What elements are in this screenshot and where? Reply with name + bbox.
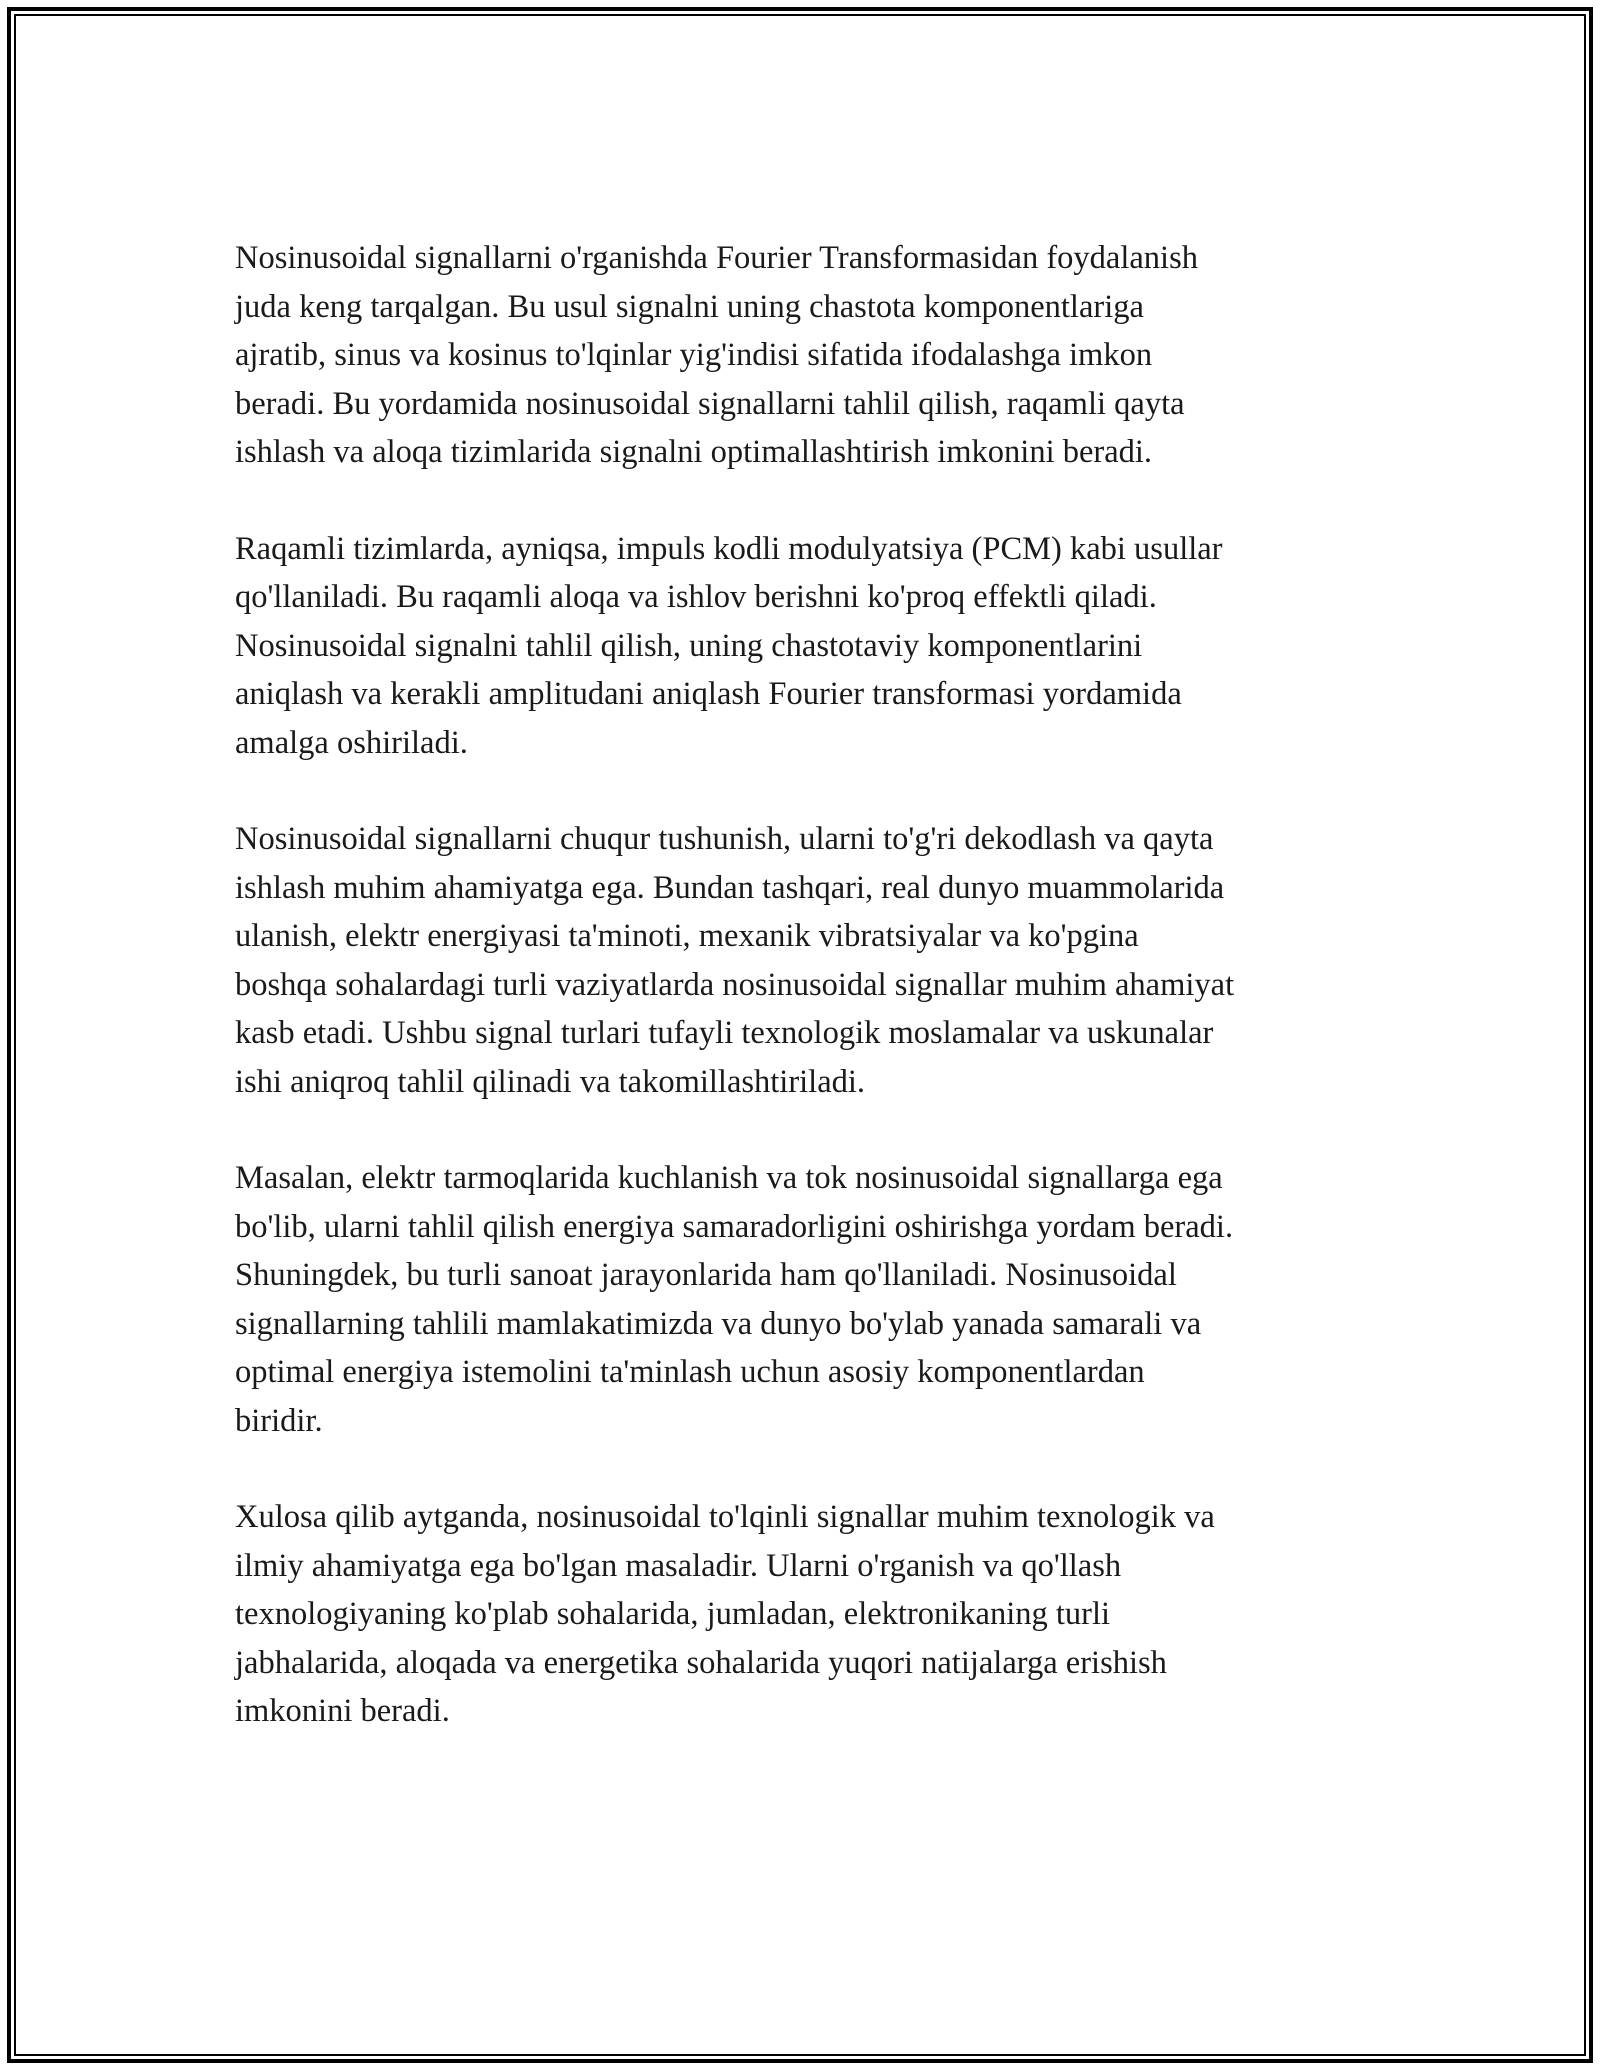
paragraph-deep-understanding: Nosinusoidal signallarni chuqur tushunish, ularni to'g'ri dekodlash va qayta ishlash muhim ahamiyatga ega. Bundan tashqari, real dunyo muammolarida ulanish, elektr energiyasi ta'minoti, mexanik vibratsiyalar va ko'pgina boshqa sohalardagi turli vaziyatlarda nosinusoidal signallar muhim ahamiyat kasb etadi. Ushbu signal turlari tufayli texnologik moslamalar va uskunalar ishi aniqroq tahlil qilinadi va takomillashtiriladi. <box>235 821 1235 1100</box>
document-body <box>235 234 1385 1784</box>
paragraph-conclusion: Xulosa qilib aytganda, nosinusoidal to'lqinli signallar muhim texnologik va ilmiy ahamiyatga ega bo'lgan masaladir. Ularni o'rganish va qo'llash texnologiyaning ko'plab sohalarida, jumladan, elektronikaning turli jabhalarida, aloqada va energetika sohalarida yuqori natijalarga erishish imkonini beradi. <box>235 1499 1215 1729</box>
paragraph-fourier-transform: Nosinusoidal signallarni o'rganishda Fourier Transformasidan foydalanish juda keng tarqalgan. Bu usul signalni uning chastota komponentlariga ajratib, sinus va kosinus to'lqinlar yig'indisi sifatida ifodalashga imkon beradi. Bu yordamida nosinusoidal signallarni tahlil qilish, raqamli qayta ishlash va aloqa tizimlarida signalni optimallashtirish imkonini beradi. <box>235 240 1198 470</box>
paragraph-electrical-networks: Masalan, elektr tarmoqlarida kuchlanish va tok nosinusoidal signallarga ega bo'lib, ularni tahlil qilish energiya samaradorligini oshirishga yordam beradi. Shuningdek, bu turli sanoat jarayonlarida ham qo'llaniladi. Nosinusoidal signallarning tahlili mamlakatimizda va dunyo bo'ylab yanada samarali va optimal energiya istemolini ta'minlash uchun asosiy komponentlardan biridir. <box>235 1160 1234 1439</box>
paragraph-digital-systems: Raqamli tizimlarda, ayniqsa, impuls kodli modulyatsiya (PCM) kabi usullar qo'llaniladi. Bu raqamli aloqa va ishlov berishni ko'proq effektli qiladi. Nosinusoidal signalni tahlil qilish, uning chastotaviy komponentlarini aniqlash va kerakli amplitudani aniqlash Fourier transformasi yordamida amalga oshiriladi. <box>235 530 1223 761</box>
